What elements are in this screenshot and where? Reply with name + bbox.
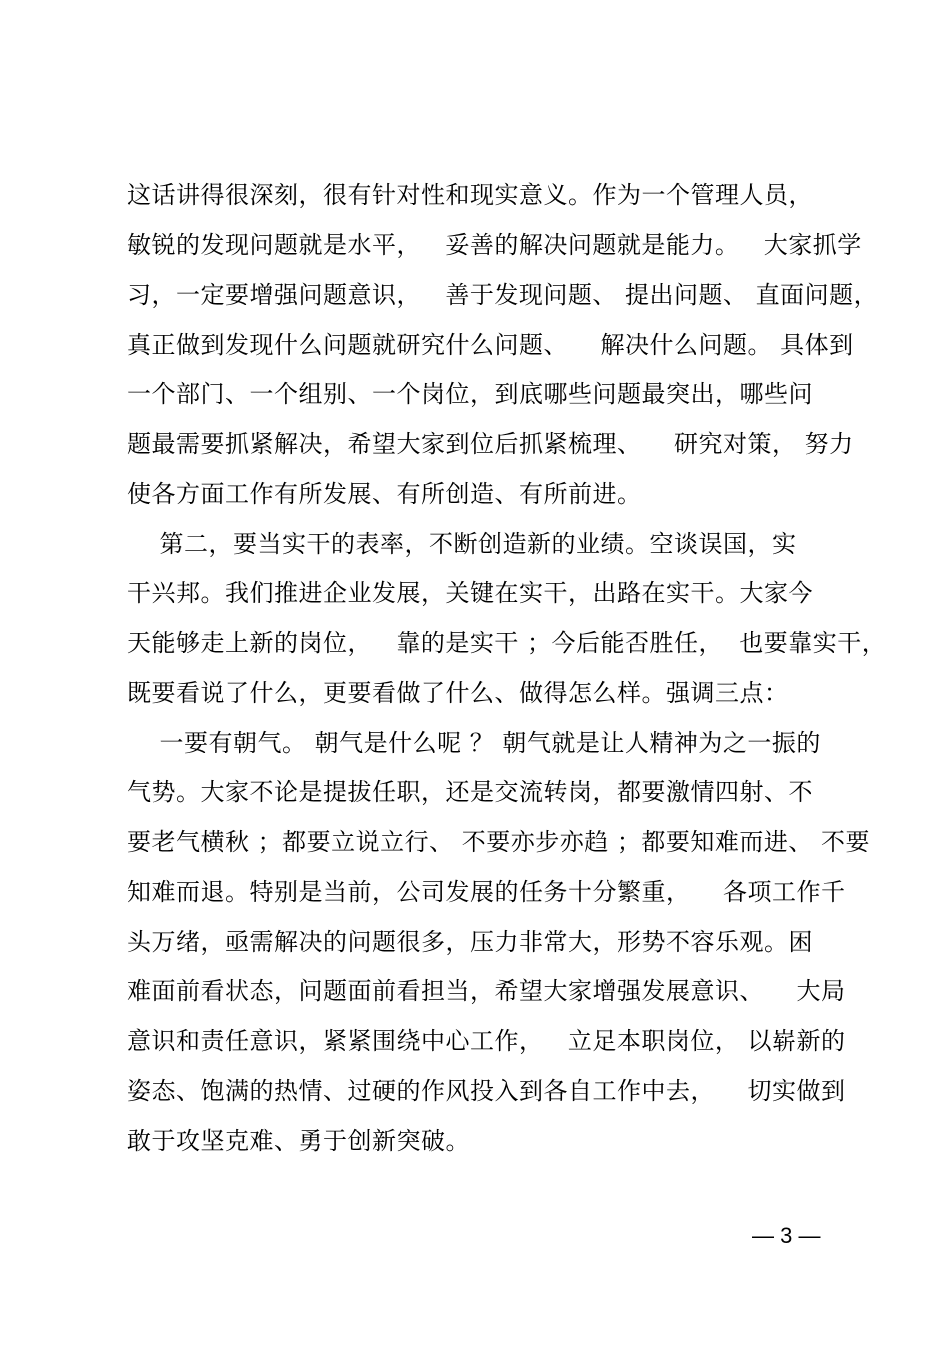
text-line: 题最需要抓紧解决，希望大家到位后抓紧梳理、 研究对策， 努力 [127, 430, 854, 458]
paragraph-start-line: 一要有朝气。 朝气是什么呢 ？ 朝气就是让人精神为之一振的 [127, 729, 821, 757]
text-line: 难面前看状态，问题面前看担当，希望大家增强发展意识、 大局 [127, 977, 846, 1005]
text-line: 敢于攻坚克难、勇于创新突破。 [127, 1127, 470, 1155]
page-number: — 3 — [752, 1223, 821, 1248]
text-line: 这话讲得很深刻，很有针对性和现实意义。作为一个管理人员， [127, 181, 813, 209]
text-line: 真正做到发现什么问题就研究什么问题、 解决什么问题。 具体到 [127, 331, 854, 359]
text-line: 干兴邦。我们推进企业发展，关键在实干，出路在实干。大家今 [127, 579, 813, 607]
paragraph-start-line: 第二，要当实干的表率，不断创造新的业绩。空谈误国，实 [127, 530, 797, 558]
text-line: 气势。大家不论是提拔任职，还是交流转岗，都要激情四射、不 [127, 778, 813, 806]
text-line: 要老气横秋 ；都要立说立行、 不要亦步亦趋 ；都要知难而进、 不要 [127, 828, 871, 856]
text-line: 敏锐的发现问题就是水平， 妥善的解决问题就是能力。 大家抓学 [127, 231, 862, 259]
text-line: 知难而退。特别是当前，公司发展的任务十分繁重， 各项工作千 [127, 878, 846, 906]
text-line: 意识和责任意识，紧紧围绕中心工作， 立足本职岗位， 以崭新的 [127, 1027, 846, 1055]
text-line: 天能够走上新的岗位， 靠的是实干 ；今后能否胜任， 也要靠实干， [127, 629, 887, 657]
text-line: 既要看说了什么，更要看做了什么、做得怎么样。强调三点： [127, 679, 789, 707]
text-line: 习，一定要增强问题意识， 善于发现问题、 提出问题、 直面问题， [127, 281, 879, 309]
text-line: 使各方面工作有所发展、有所创造、有所前进。 [127, 480, 642, 508]
text-line: 一个部门、一个组别、一个岗位，到底哪些问题最突出，哪些问 [127, 380, 813, 408]
text-line: 姿态、饱满的热情、过硬的作风投入到各自工作中去， 切实做到 [127, 1077, 846, 1105]
text-line: 头万绪，亟需解决的问题很多，压力非常大，形势不容乐观。困 [127, 928, 813, 956]
